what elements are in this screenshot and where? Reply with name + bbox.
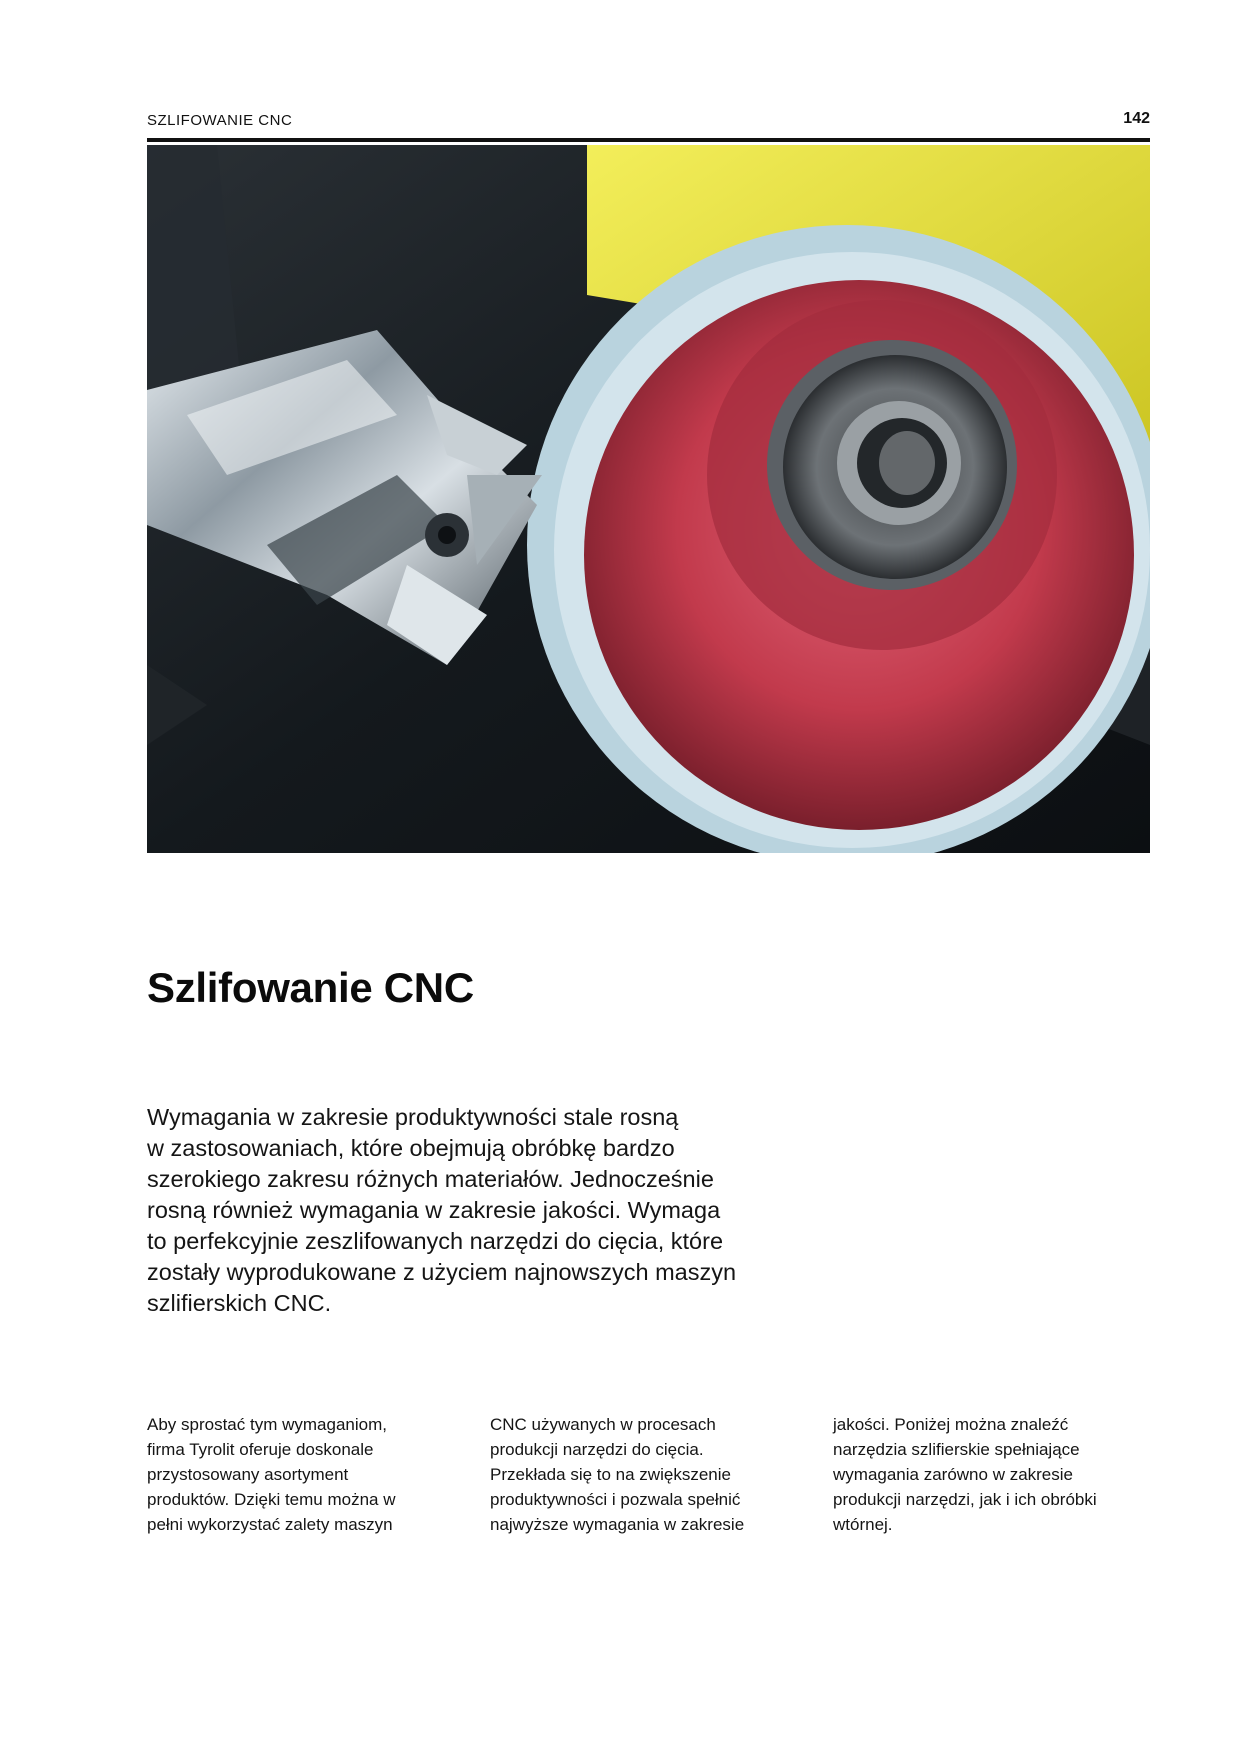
intro-line: w zastosowaniach, które obejmują obróbkę bardzo <box>147 1135 675 1161</box>
body-column-2 <box>490 1412 780 1537</box>
column-line: produkcji narzędzi do cięcia. <box>490 1440 704 1459</box>
column-line: jakości. Poniżej można znaleźć <box>833 1415 1069 1434</box>
column-line: produktywności i pozwala spełnić <box>490 1490 741 1509</box>
column-line: firma Tyrolit oferuje doskonale <box>147 1440 374 1459</box>
column-line: najwyższe wymagania w zakresie <box>490 1515 745 1534</box>
intro-line: rosną również wymagania w zakresie jakości. Wymaga <box>147 1197 721 1223</box>
page-title: Szlifowanie CNC <box>147 964 474 1011</box>
intro-line: szlifierskich CNC. <box>147 1290 332 1316</box>
intro-line: zostały wyprodukowane z użyciem najnowszych maszyn <box>147 1259 737 1285</box>
column-line: produktów. Dzięki temu można w <box>147 1490 396 1509</box>
column-line: produkcji narzędzi, jak i ich obróbki <box>833 1490 1097 1509</box>
body-column-3 <box>833 1412 1123 1537</box>
intro-line: szerokiego zakresu różnych materiałów. Jednocześnie <box>147 1166 714 1192</box>
column-line: narzędzia szlifierskie spełniające <box>833 1440 1080 1459</box>
column-line: pełni wykorzystać zalety maszyn <box>147 1515 393 1534</box>
column-line: wymagania zarówno w zakresie <box>833 1465 1073 1484</box>
page-number: 142 <box>1123 110 1150 127</box>
grinding-wheel-photo <box>147 145 1150 853</box>
column-line: Aby sprostać tym wymaganiom, <box>147 1415 387 1434</box>
column-line: wtórnej. <box>833 1515 893 1534</box>
running-header-section: SZLIFOWANIE CNC <box>147 112 293 129</box>
grinding-wheel-photo-icon <box>147 145 1150 853</box>
intro-line: Wymagania w zakresie produktywności stale rosną <box>147 1104 679 1130</box>
column-line: przystosowany asortyment <box>147 1465 349 1484</box>
column-line: CNC używanych w procesach <box>490 1415 716 1434</box>
intro-paragraph <box>147 1102 807 1319</box>
column-line: Przekłada się to na zwiększenie <box>490 1465 731 1484</box>
body-column-1 <box>147 1412 437 1537</box>
intro-line: to perfekcyjnie zeszlifowanych narzędzi do cięcia, które <box>147 1228 724 1254</box>
header-divider <box>147 138 1150 142</box>
